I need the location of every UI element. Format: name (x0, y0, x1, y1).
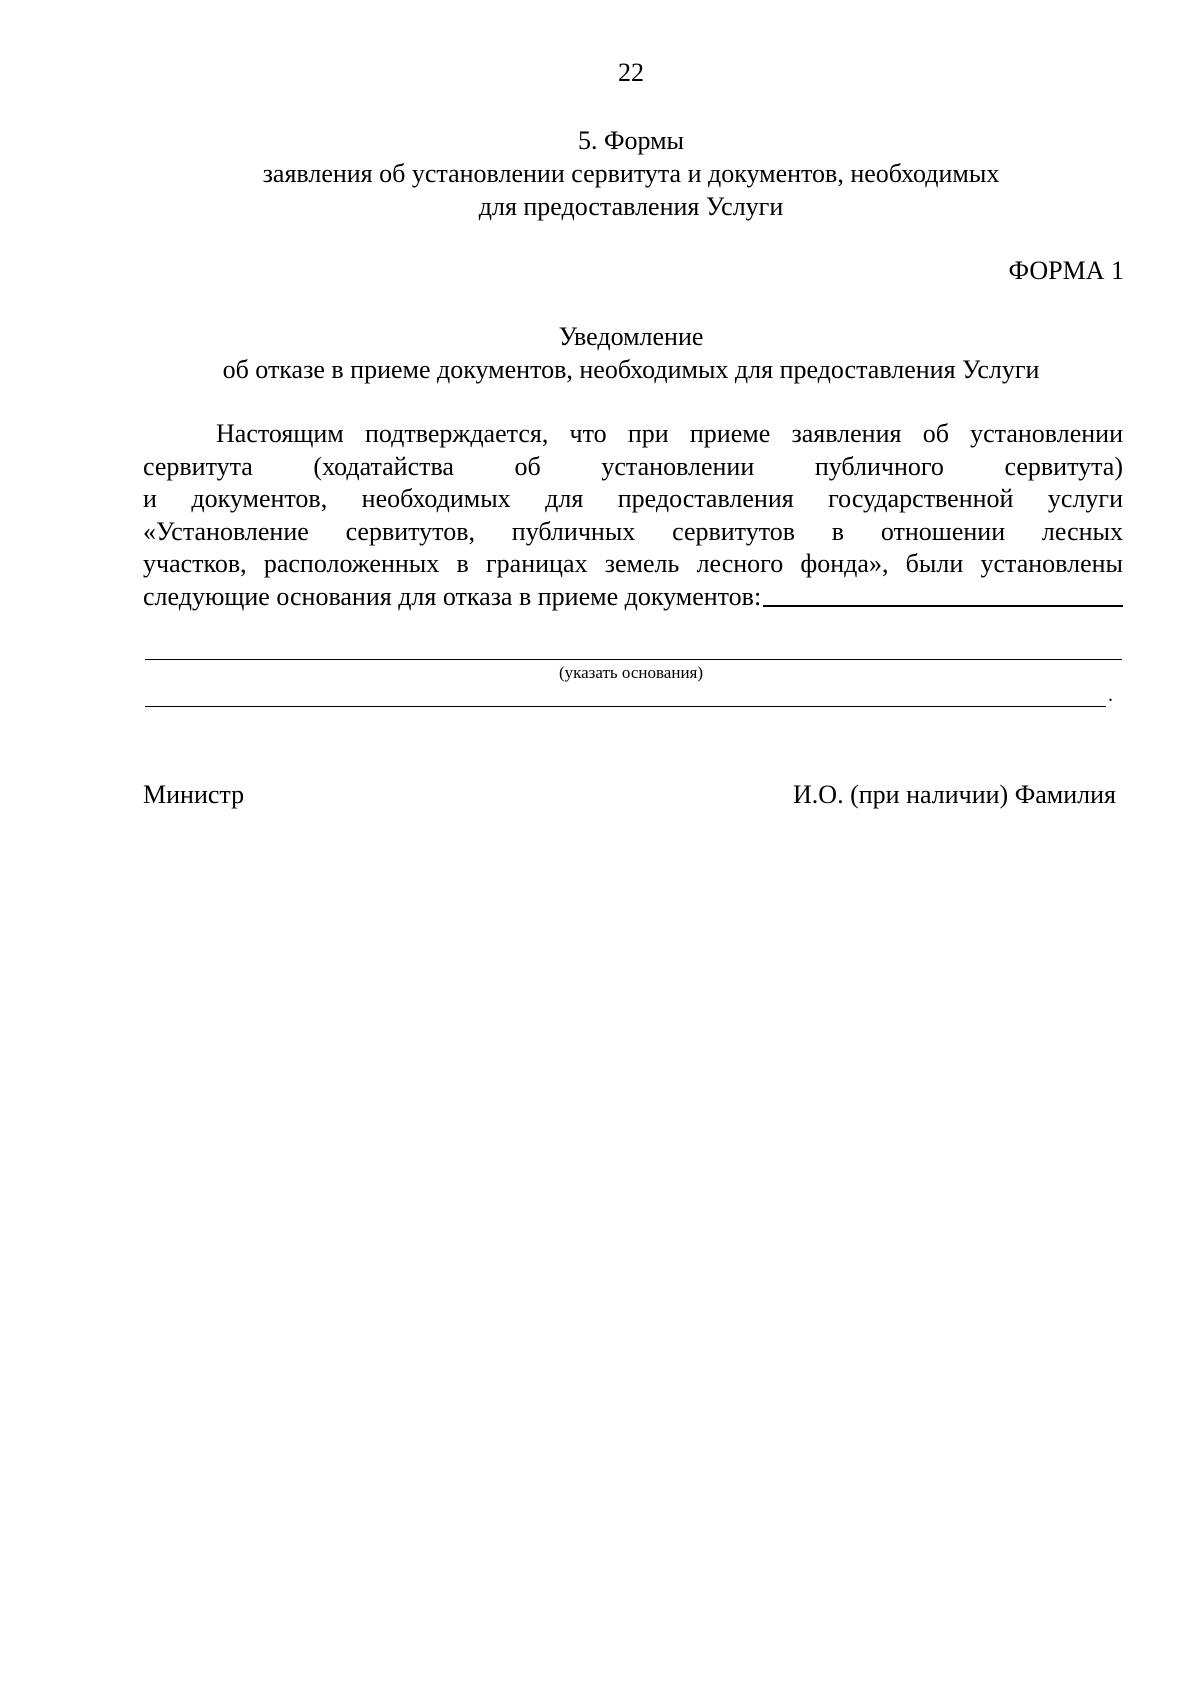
notice-title-line: Уведомление (558, 322, 704, 351)
notice-title-line: об отказе в приеме документов, необходимых для предоставления Услуги (222, 355, 1040, 384)
signer-position: Министр (143, 780, 245, 809)
section-heading-line: 5. Формы (577, 126, 685, 155)
reasons-caption: (указать основания) (558, 663, 704, 682)
reasons-input-line[interactable] (145, 706, 1106, 707)
section-heading-line: заявления об установлении сервитута и документов, необходимых (262, 159, 1000, 188)
body-line: сервитута (ходатайства об установлении публичного сервитута) (143, 451, 1123, 481)
section-heading (0, 124, 1200, 223)
body-line: участков, расположенных в границах земель лесного фонда», были установлены (143, 549, 1123, 579)
notice-title (0, 320, 1200, 386)
body-paragraph (143, 418, 1123, 614)
page-number: 22 (618, 58, 644, 87)
section-heading-line: для предоставления Услуги (478, 192, 784, 221)
reasons-fill-underline[interactable] (763, 604, 1123, 607)
reasons-input-line[interactable] (145, 659, 1122, 660)
body-line-last (143, 581, 1123, 614)
signer-name: И.О. (при наличии) Фамилия (793, 780, 1116, 809)
reasons-trailing-period: . (1108, 684, 1113, 706)
body-line: «Установление сервитутов, публичных сервитутов в отношении лесных (143, 516, 1123, 546)
body-line: и документов, необходимых для предоставления государственной услуги (143, 484, 1123, 514)
body-line: Настоящим подтверждается, что при приеме заявления об установлении (216, 419, 1123, 448)
form-label: ФОРМА 1 (1008, 256, 1124, 285)
body-line: следующие основания для отказа в приеме документов: (143, 581, 762, 611)
